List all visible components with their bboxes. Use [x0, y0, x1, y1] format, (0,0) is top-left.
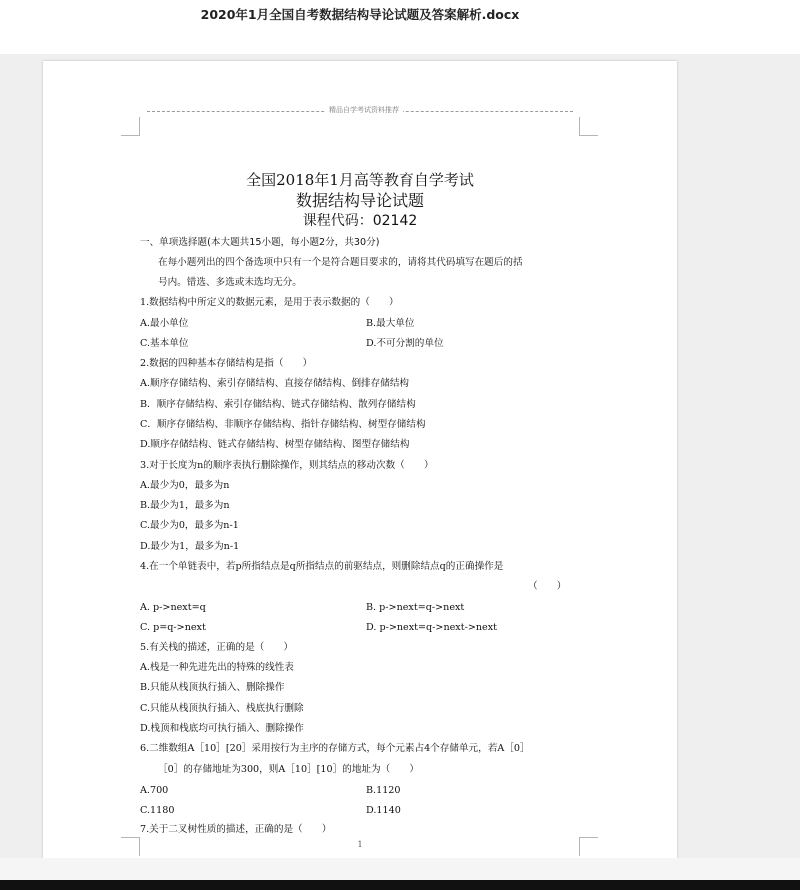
question-6-cont: ［0］的存储地址为300，则A［10］[10］的地址为（ ） [158, 764, 419, 775]
option-3a: A.最少为0，最多为n [140, 480, 230, 491]
question-7: 7.关于二叉树性质的描述，正确的是（ ） [140, 824, 332, 835]
option-6c: C.1180 [140, 805, 175, 816]
option-4d: D. p->next=q->next->next [366, 622, 497, 633]
instruction-line: 在每小题列出的四个备选项中只有一个是符合题目要求的，请将其代码填写在题后的括 [158, 257, 523, 268]
option-4a: A. p->next=q [140, 602, 206, 613]
viewer-footer-gap [0, 858, 800, 880]
option-3b: B.最少为1，最多为n [140, 500, 230, 511]
option-4c: C. p=q->next [140, 622, 206, 633]
question-6: 6.二维数组A［10］[20］采用按行为主序的存储方式，每个元素占4个存储单元，若A［0］ [140, 743, 530, 754]
option-5c: C.只能从栈顶执行插入、栈底执行删除 [140, 703, 304, 714]
document-page [43, 61, 677, 858]
option-4b: B. p->next=q->next [366, 602, 465, 613]
option-5a: A.栈是一种先进先出的特殊的线性表 [140, 662, 294, 673]
option-1a: A.最小单位 [140, 318, 189, 329]
option-3c: C.最少为0，最多为n-1 [140, 520, 239, 531]
exam-subject: 数据结构导论试题 [295, 191, 424, 210]
option-1b: B.最大单位 [366, 318, 415, 329]
exam-title: 全国2018年1月高等教育自学考试 [246, 171, 474, 189]
question-3: 3.对于长度为n的顺序表执行删除操作，则其结点的移动次数（ ） [140, 460, 434, 471]
instruction-line: 号内。错选、多选或未选均无分。 [158, 277, 302, 288]
document-title[interactable]: 2020年1月全国自考数据结构导论试题及答案解析.docx [200, 7, 520, 22]
crop-mark-top-right [579, 117, 598, 136]
page-header-text: 精品自学考试资料推荐 [325, 105, 403, 115]
option-6a: A.700 [140, 785, 169, 796]
option-6b: B.1120 [366, 785, 401, 796]
section-heading: 一、单项选择题(本大题共15小题，每小题2分，共30分) [140, 237, 380, 248]
bottom-bar [0, 880, 800, 890]
question-5: 5.有关栈的描述，正确的是（ ） [140, 642, 294, 653]
option-3d: D.最少为1，最多为n-1 [140, 541, 240, 552]
crop-mark-top-left [121, 117, 140, 136]
option-1d: D.不可分割的单位 [366, 338, 444, 349]
question-2: 2.数据的四种基本存储结构是指（ ） [140, 358, 313, 369]
course-code: 课程代码：02142 [302, 213, 418, 229]
option-5b: B.只能从栈顶执行插入、删除操作 [140, 682, 285, 693]
option-2d: D.顺序存储结构、链式存储结构、树型存储结构、图型存储结构 [140, 439, 410, 450]
question-4: 4.在一个单链表中，若p所指结点是q所指结点的前驱结点，则删除结点q的正确操作是 [140, 561, 504, 572]
question-1: 1.数据结构中所定义的数据元素，是用于表示数据的（ ） [140, 297, 399, 308]
option-5d: D.栈顶和栈底均可执行插入、删除操作 [140, 723, 304, 734]
page-number: 1 [357, 840, 363, 849]
option-2b: B．顺序存储结构、索引存储结构、链式存储结构、散列存储结构 [140, 399, 416, 410]
option-6d: D.1140 [366, 805, 401, 816]
option-1c: C.基本单位 [140, 338, 189, 349]
option-2a: A.顺序存储结构、索引存储结构、直接存储结构、倒排存储结构 [140, 378, 410, 389]
option-2c: C．顺序存储结构、非顺序存储结构、指针存储结构、树型存储结构 [140, 419, 426, 430]
document-viewer[interactable] [0, 54, 800, 858]
question-4-blank: （ ） [528, 581, 567, 592]
title-bar [0, 0, 800, 54]
